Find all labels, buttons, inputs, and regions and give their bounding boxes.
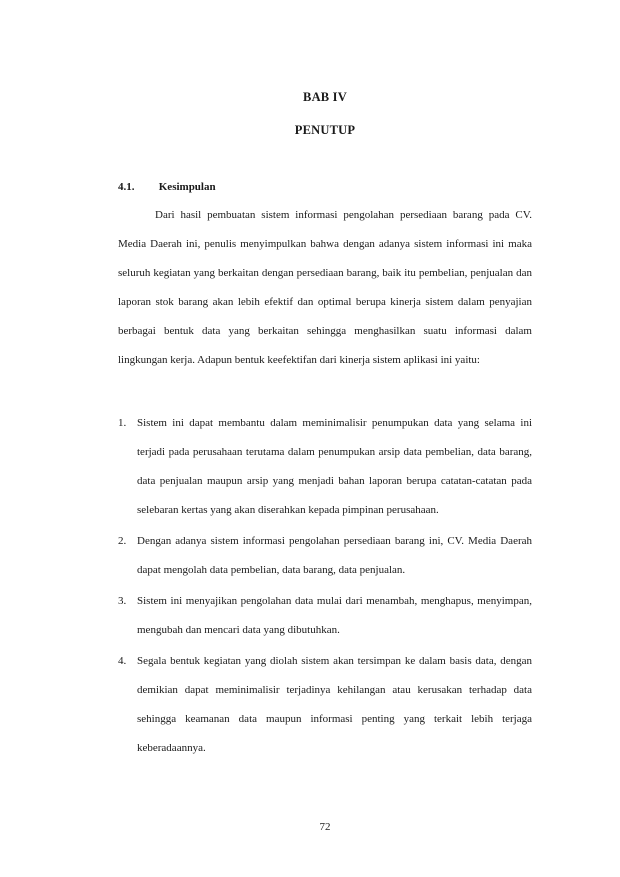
list-marker: 1. [118,417,127,429]
list-item [118,409,532,525]
intro-paragraph: Dari hasil pembuatan sistem informasi pengolahan persediaan barang pada CV. Media Daerah ini, penulis menyimpulkan bahwa dengan adanya sistem informasi ini maka seluruh kegiatan yang berkaitan dengan persediaan barang, baik itu pembelian, penjualan dan laporan stok barang akan lebih efektif dan optimal berupa kinerja sistem dalam penyajian berbagai bentuk data yang berkaitan sehingga menghasilkan suatu informasi dalam lingkungan kerja. Adapun bentuk keefektifan dari kinerja sistem aplikasi ini yaitu: [118,209,532,366]
list-marker: 4. [118,655,127,667]
list-item-text: Sistem ini dapat membantu dalam meminimalisir penumpukan data yang selama ini terjadi pada perusahaan terutama dalam penumpukan arsip data pembelian, data barang, data penjualan maupun arsip yang menjadi bahan laporan berupa catatan-catatan pada selebaran kertas yang akan diserahkan kepada pimpinan perusahaan. [137,417,532,516]
list-item [118,647,532,763]
section-number: 4.1. [118,181,135,193]
chapter-title: PENUTUP [294,123,356,137]
section-heading [118,181,216,193]
list-item [118,587,532,645]
list-item-text: Dengan adanya sistem informasi pengolahan persediaan barang ini, CV. Media Daerah dapat mengolah data pembelian, data barang, data penjualan. [137,535,532,576]
list-marker: 2. [118,535,127,547]
chapter-number: BAB IV [303,90,347,104]
list-item-text: Segala bentuk kegiatan yang diolah sistem akan tersimpan ke dalam basis data, dengan demikian dapat meminimalisir terjadinya kehilangan atau kerusakan terhadap data sehingga keamanan data maupun informasi penting yang terkait lebih terjaga keberadaannya. [137,655,532,754]
section-title: Kesimpulan [158,181,216,193]
list-marker: 3. [118,595,127,607]
list-item [118,527,532,585]
conclusion-list [118,409,532,765]
page-number: 72 [319,821,331,833]
list-item-text: Sistem ini menyajikan pengolahan data mulai dari menambah, menghapus, menyimpan, mengubah dan mencari data yang dibutuhkan. [137,595,532,636]
